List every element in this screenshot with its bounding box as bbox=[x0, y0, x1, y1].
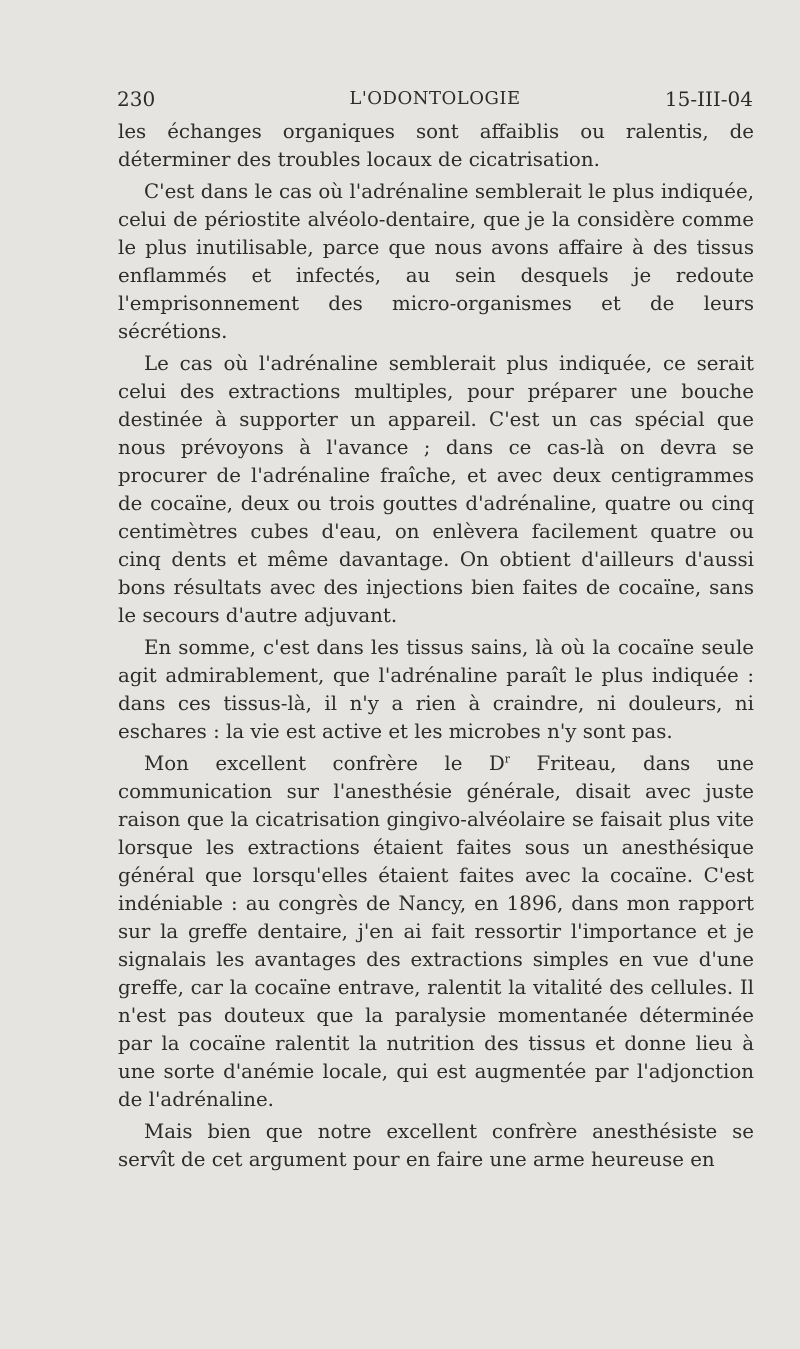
paragraph-5-body: Friteau, dans une communication sur l'anesthésie générale, disait avec juste raison que la cicatrisation gingivo-alvéolaire se faisait plus vite lorsque les extractions étaient faites sous un anesthésique général que lorsqu'elles étaient faites avec la cocaïne. C'est indéniable : au congrès de Nancy, en 1896, dans mon rapport sur la greffe dentaire, j'en ai fait ressortir l'importance et je signalais les avantages des extractions simples en vue d'une greffe, car la cocaïne entrave, ralentit la vitalité des cellules. Il n'est pas douteux que la paralysie momentanée déterminée par la cocaïne ralentit la nutrition des tissus et donne lieu à une sorte d'anémie locale, qui est augmentée par l'adjonction de l'adrénaline. bbox=[118, 752, 754, 1111]
page-number: 230 bbox=[117, 87, 156, 111]
journal-title: L'ODONTOLOGIE bbox=[349, 88, 521, 109]
paragraph-2: C'est dans le cas où l'adrénaline semblerait le plus indiquée, celui de périostite alvéolo-dentaire, que je la considère comme le plus inutilisable, parce que nous avons affaire à des tissus enflammés et infectés, au sein desquels je redoute l'emprisonnement des micro-organismes et de leurs sécrétions. bbox=[118, 180, 754, 343]
paragraph-5 bbox=[118, 750, 754, 1114]
paragraph-3: Le cas où l'adrénaline semblerait plus indiquée, ce serait celui des extractions multiples, pour préparer une bouche destinée à supporter un appareil. C'est un cas spécial que nous prévoyons à l'avance ; dans ce cas-là on devra se procurer de l'adrénaline fraîche, et avec deux centigrammes de cocaïne, deux ou trois gouttes d'adrénaline, quatre ou cinq centimètres cubes d'eau, on enlèvera facilement quatre ou cinq dents et même davantage. On obtient d'ailleurs d'aussi bons résultats avec des injections bien faites de cocaïne, sans le secours d'autre adjuvant. bbox=[118, 352, 754, 627]
issue-date: 15-III-04 bbox=[664, 87, 753, 111]
paragraph-1: les échanges organiques sont affaiblis ou ralentis, de déterminer des troubles locaux de cicatrisation. bbox=[118, 120, 754, 171]
article-body bbox=[118, 118, 754, 1174]
doctor-abbrev-superscript: r bbox=[504, 752, 511, 766]
paragraph-6: Mais bien que notre excellent confrère anesthésiste se servît de cet argument pour en faire une arme heureuse en bbox=[118, 1120, 754, 1171]
running-header bbox=[117, 84, 753, 114]
paragraph-5-lead: Mon excellent confrère le D bbox=[144, 752, 505, 775]
paragraph-4: En somme, c'est dans les tissus sains, là où la cocaïne seule agit admirablement, que l'adrénaline paraît le plus indiquée : dans ces tissus-là, il n'y a rien à craindre, ni douleurs, ni eschares : la vie est active et les microbes n'y sont pas. bbox=[118, 636, 754, 743]
